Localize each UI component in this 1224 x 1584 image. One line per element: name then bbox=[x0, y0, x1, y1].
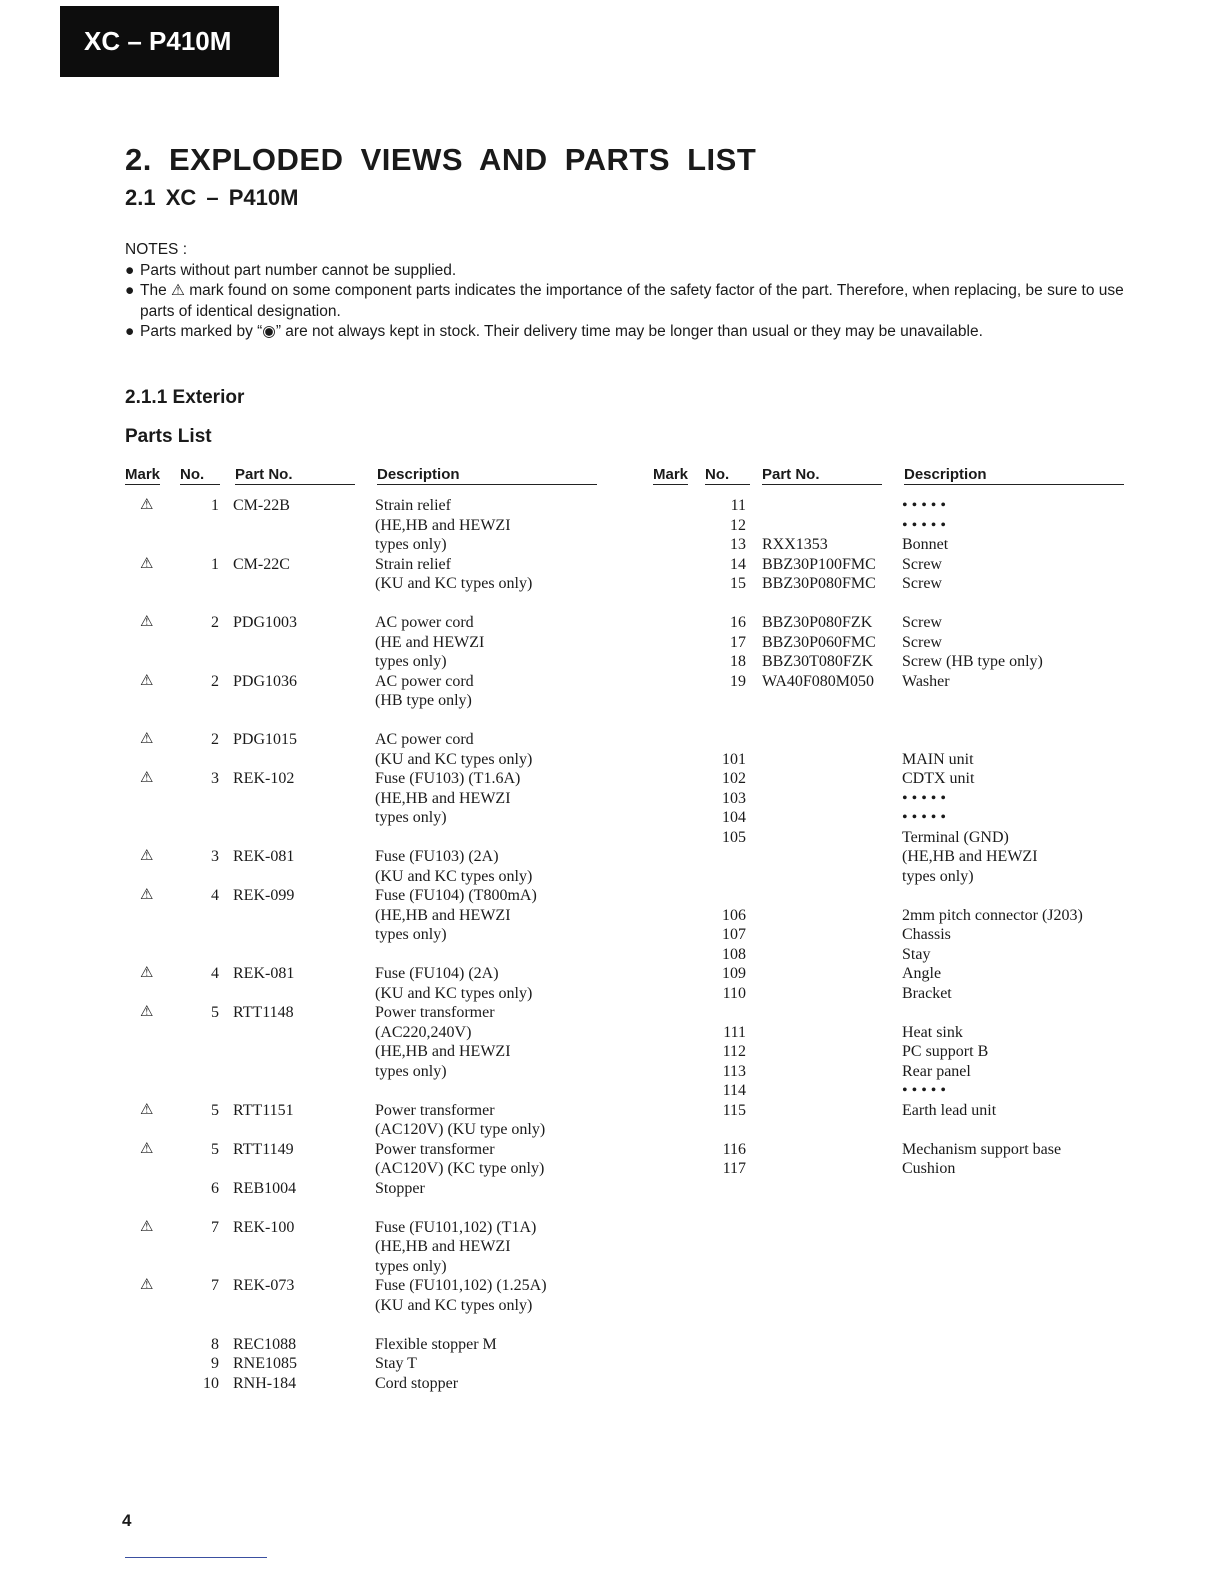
left-parts-table bbox=[125, 496, 600, 1393]
safety-mark-icon: ⚠ bbox=[140, 770, 154, 786]
parts-list-title: Parts List bbox=[125, 426, 212, 447]
part-number: BBZ30P060FMC bbox=[762, 633, 876, 651]
table-row bbox=[653, 1023, 1125, 1043]
table-row bbox=[653, 1159, 1125, 1179]
table-row bbox=[125, 672, 600, 692]
part-description: Screw bbox=[902, 633, 942, 651]
table-row bbox=[653, 574, 1125, 594]
part-index: 15 bbox=[730, 575, 746, 592]
part-index: 105 bbox=[722, 828, 746, 846]
part-description: Stay bbox=[902, 945, 931, 963]
table-row bbox=[653, 867, 1125, 887]
left-column-headers bbox=[125, 466, 600, 486]
table-row bbox=[653, 789, 1125, 809]
part-number: RTT1149 bbox=[233, 1140, 294, 1158]
table-row bbox=[125, 1062, 600, 1082]
part-number: BBZ30P100FMC bbox=[762, 555, 876, 573]
header-no: No. bbox=[705, 466, 750, 485]
part-description: Power transformer bbox=[375, 1004, 495, 1021]
right-parts-table bbox=[653, 496, 1125, 1179]
part-description: types only) bbox=[375, 809, 447, 826]
part-description: Strain relief bbox=[375, 497, 451, 514]
part-index: 116 bbox=[722, 1140, 746, 1158]
part-description: Fuse (FU104) (T800mA) bbox=[375, 887, 537, 904]
part-description: Mechanism support base bbox=[902, 1140, 1062, 1158]
part-description: (AC120V) (KU type only) bbox=[375, 1121, 546, 1138]
table-row bbox=[125, 789, 600, 809]
part-number: CM-22C bbox=[233, 555, 290, 573]
part-index: 110 bbox=[722, 984, 746, 1002]
table-row bbox=[125, 613, 600, 633]
part-index: 3 bbox=[211, 848, 219, 865]
exterior-title: 2.1.1 Exterior bbox=[125, 387, 245, 408]
part-number: REK-081 bbox=[233, 848, 295, 865]
safety-mark-icon: ⚠ bbox=[140, 1277, 154, 1293]
part-number: WA40F080M050 bbox=[762, 672, 875, 690]
table-row bbox=[125, 691, 600, 711]
part-index: 4 bbox=[211, 965, 219, 982]
part-description: 2mm pitch connector (J203) bbox=[902, 906, 1083, 924]
part-index: 117 bbox=[722, 1160, 746, 1177]
part-index: 10 bbox=[203, 1374, 219, 1392]
part-number: REK-081 bbox=[233, 965, 295, 982]
table-row bbox=[125, 1140, 600, 1160]
row-spacer bbox=[125, 945, 600, 965]
table-row bbox=[125, 886, 600, 906]
safety-mark-icon: ⚠ bbox=[140, 731, 154, 747]
row-spacer bbox=[653, 1003, 1125, 1023]
part-description: types only) bbox=[375, 536, 447, 553]
table-row bbox=[653, 1062, 1125, 1082]
part-index: 4 bbox=[211, 887, 219, 904]
part-description: Fuse (FU104) (2A) bbox=[375, 965, 499, 982]
part-index: 5 bbox=[211, 1140, 219, 1158]
row-spacer bbox=[653, 711, 1125, 731]
model-badge: XC – P410M bbox=[60, 6, 279, 77]
part-description: • • • • • bbox=[902, 1082, 947, 1099]
part-index: 114 bbox=[722, 1082, 746, 1099]
part-index: 111 bbox=[723, 1023, 746, 1041]
part-number: REB1004 bbox=[233, 1179, 297, 1197]
safety-mark-icon: ⚠ bbox=[140, 1140, 154, 1157]
part-description: Power transformer bbox=[375, 1101, 495, 1119]
part-number: REK-099 bbox=[233, 887, 295, 904]
part-index: 107 bbox=[722, 926, 746, 943]
note-item bbox=[125, 261, 1135, 282]
safety-mark-icon: ⚠ bbox=[140, 1218, 154, 1235]
table-row bbox=[125, 1120, 600, 1140]
table-row bbox=[125, 1179, 600, 1199]
part-description: Earth lead unit bbox=[902, 1101, 997, 1119]
page-number: 4 bbox=[122, 1511, 132, 1530]
table-row bbox=[653, 964, 1125, 984]
part-index: 14 bbox=[730, 555, 746, 573]
table-row bbox=[125, 496, 600, 516]
part-index: 7 bbox=[211, 1277, 219, 1294]
header-no: No. bbox=[180, 466, 220, 485]
row-spacer bbox=[125, 828, 600, 848]
table-row bbox=[125, 1237, 600, 1257]
part-description: MAIN unit bbox=[902, 750, 974, 768]
part-description: types only) bbox=[375, 653, 447, 670]
table-row bbox=[125, 1003, 600, 1023]
table-row bbox=[125, 1374, 600, 1394]
table-row bbox=[653, 672, 1125, 692]
safety-mark-icon: ⚠ bbox=[140, 555, 154, 572]
table-row bbox=[125, 633, 600, 653]
part-index: 2 bbox=[211, 672, 219, 690]
part-description: Cord stopper bbox=[375, 1374, 459, 1392]
table-row bbox=[653, 555, 1125, 575]
safety-mark-icon: ⚠ bbox=[140, 887, 154, 903]
table-row bbox=[125, 652, 600, 672]
part-description: Washer bbox=[902, 672, 950, 690]
part-description: (HE,HB and HEWZI bbox=[375, 1238, 511, 1255]
part-description: Stopper bbox=[375, 1179, 425, 1197]
table-row bbox=[125, 730, 600, 750]
part-description: Fuse (FU103) (T1.6A) bbox=[375, 770, 521, 787]
safety-mark-icon: ⚠ bbox=[140, 1004, 154, 1020]
table-row bbox=[125, 574, 600, 594]
part-number: RTT1148 bbox=[233, 1004, 294, 1021]
part-description: (KU and KC types only) bbox=[375, 1296, 533, 1314]
note-text: The ⚠ mark found on some component parts indicates the importance of the safety factor of the part. Therefore, when replacing, be sure to use parts of identical designation. bbox=[140, 282, 1124, 320]
part-index: 17 bbox=[730, 633, 746, 651]
row-spacer bbox=[653, 691, 1125, 711]
bullet-icon: ● bbox=[125, 323, 135, 340]
table-row bbox=[653, 750, 1125, 770]
part-index: 103 bbox=[722, 789, 746, 807]
part-description: (AC220,240V) bbox=[375, 1023, 472, 1041]
part-index: 1 bbox=[211, 555, 219, 573]
part-description: Terminal (GND) bbox=[902, 828, 1009, 846]
row-spacer bbox=[125, 1198, 600, 1218]
part-number: PDG1015 bbox=[233, 731, 298, 748]
part-number: RNH-184 bbox=[233, 1374, 297, 1392]
part-index: 12 bbox=[730, 516, 746, 534]
part-index: 1 bbox=[211, 497, 219, 514]
table-row bbox=[125, 535, 600, 555]
note-text: Parts without part number cannot be supplied. bbox=[140, 261, 457, 279]
part-description: (KU and KC types only) bbox=[375, 984, 533, 1002]
table-row bbox=[125, 1023, 600, 1043]
part-index: 11 bbox=[730, 497, 746, 514]
part-description: Angle bbox=[902, 965, 942, 982]
part-index: 104 bbox=[722, 809, 746, 826]
part-description: (HE,HB and HEWZI bbox=[375, 906, 511, 924]
notes-label: NOTES : bbox=[125, 241, 188, 258]
section-title: 2. EXPLODED VIEWS AND PARTS LIST bbox=[125, 142, 757, 177]
part-description: Screw bbox=[902, 614, 942, 631]
notes-block bbox=[125, 240, 1135, 343]
row-spacer bbox=[653, 594, 1125, 614]
table-row bbox=[653, 652, 1125, 672]
table-row bbox=[653, 828, 1125, 848]
part-description: (KU and KC types only) bbox=[375, 750, 533, 768]
table-row bbox=[653, 906, 1125, 926]
header-description: Description bbox=[904, 466, 1124, 485]
part-description: CDTX unit bbox=[902, 770, 975, 787]
table-row bbox=[125, 1354, 600, 1374]
table-row bbox=[653, 945, 1125, 965]
note-item bbox=[125, 322, 1135, 343]
bullet-icon: ● bbox=[125, 261, 135, 279]
row-spacer bbox=[653, 1120, 1125, 1140]
part-index: 6 bbox=[211, 1179, 219, 1197]
footer-rule bbox=[125, 1557, 267, 1558]
part-description: Stay T bbox=[375, 1355, 417, 1372]
part-description: Flexible stopper M bbox=[375, 1335, 497, 1353]
header-description: Description bbox=[377, 466, 597, 485]
part-index: 5 bbox=[211, 1101, 219, 1119]
part-number: BBZ30P080FMC bbox=[762, 575, 876, 592]
part-description: • • • • • bbox=[902, 516, 947, 534]
table-row bbox=[125, 769, 600, 789]
header-mark: Mark bbox=[653, 466, 689, 483]
row-spacer bbox=[125, 711, 600, 731]
part-description: Fuse (FU101,102) (T1A) bbox=[375, 1218, 537, 1236]
part-description: (HB type only) bbox=[375, 692, 472, 709]
part-description: AC power cord bbox=[375, 672, 474, 690]
header-mark: Mark bbox=[125, 466, 161, 483]
part-index: 112 bbox=[722, 1043, 746, 1060]
row-spacer bbox=[125, 594, 600, 614]
table-row bbox=[125, 906, 600, 926]
part-description: PC support B bbox=[902, 1043, 989, 1060]
table-row bbox=[125, 1296, 600, 1316]
table-row bbox=[653, 1101, 1125, 1121]
table-row bbox=[653, 925, 1125, 945]
table-row bbox=[653, 633, 1125, 653]
right-column-headers bbox=[653, 466, 1125, 486]
table-row bbox=[125, 516, 600, 536]
part-index: 9 bbox=[211, 1355, 219, 1372]
part-index: 2 bbox=[211, 614, 219, 631]
part-index: 106 bbox=[722, 906, 746, 924]
table-row bbox=[125, 808, 600, 828]
part-description: Screw bbox=[902, 555, 942, 573]
part-description: (HE,HB and HEWZI bbox=[375, 789, 511, 807]
table-row bbox=[653, 1081, 1125, 1101]
part-index: 16 bbox=[730, 614, 746, 631]
part-index: 101 bbox=[722, 750, 746, 768]
part-index: 113 bbox=[722, 1062, 746, 1080]
table-row bbox=[125, 867, 600, 887]
part-description: (KU and KC types only) bbox=[375, 867, 533, 885]
row-spacer bbox=[125, 1081, 600, 1101]
bullet-icon: ● bbox=[125, 282, 135, 299]
part-description: types only) bbox=[902, 867, 974, 885]
part-description: (HE,HB and HEWZI bbox=[375, 1043, 511, 1060]
table-row bbox=[125, 1276, 600, 1296]
part-description: Strain relief bbox=[375, 555, 451, 573]
part-index: 115 bbox=[722, 1101, 746, 1119]
table-row bbox=[125, 1257, 600, 1277]
part-index: 13 bbox=[730, 536, 746, 553]
part-number: BBZ30T080FZK bbox=[762, 653, 874, 670]
table-row bbox=[653, 613, 1125, 633]
safety-mark-icon: ⚠ bbox=[140, 672, 154, 689]
table-row bbox=[653, 1140, 1125, 1160]
table-row bbox=[653, 984, 1125, 1004]
part-number: REK-100 bbox=[233, 1218, 295, 1236]
part-description: AC power cord bbox=[375, 614, 474, 631]
row-spacer bbox=[653, 886, 1125, 906]
part-description: Fuse (FU103) (2A) bbox=[375, 848, 499, 865]
table-row bbox=[125, 1335, 600, 1355]
part-description: Power transformer bbox=[375, 1140, 495, 1158]
safety-mark-icon: ⚠ bbox=[140, 497, 154, 513]
table-row bbox=[125, 750, 600, 770]
table-row bbox=[653, 808, 1125, 828]
note-item bbox=[125, 281, 1135, 322]
table-row bbox=[125, 1159, 600, 1179]
part-description: Bonnet bbox=[902, 536, 949, 553]
part-description: Heat sink bbox=[902, 1023, 963, 1041]
row-spacer bbox=[125, 1315, 600, 1335]
part-description: AC power cord bbox=[375, 731, 474, 748]
table-row bbox=[125, 964, 600, 984]
part-index: 3 bbox=[211, 770, 219, 787]
table-row bbox=[653, 516, 1125, 536]
part-index: 18 bbox=[730, 653, 746, 670]
subsection-title: 2.1 XC – P410M bbox=[125, 185, 299, 210]
table-row bbox=[653, 535, 1125, 555]
header-part-no: Part No. bbox=[762, 466, 882, 485]
part-description: types only) bbox=[375, 1257, 447, 1275]
row-spacer bbox=[653, 730, 1125, 750]
table-row bbox=[125, 1042, 600, 1062]
part-number: PDG1003 bbox=[233, 614, 298, 631]
part-index: 8 bbox=[211, 1335, 219, 1353]
part-index: 2 bbox=[211, 731, 219, 748]
part-index: 5 bbox=[211, 1004, 219, 1021]
part-description: types only) bbox=[375, 1062, 447, 1080]
table-row bbox=[125, 847, 600, 867]
part-number: RTT1151 bbox=[233, 1101, 294, 1119]
part-number: PDG1036 bbox=[233, 672, 298, 690]
part-number: REK-102 bbox=[233, 770, 295, 787]
table-row bbox=[653, 769, 1125, 789]
safety-mark-icon: ⚠ bbox=[140, 848, 154, 864]
part-description: • • • • • bbox=[902, 789, 947, 807]
table-row bbox=[125, 555, 600, 575]
part-number: RNE1085 bbox=[233, 1355, 297, 1372]
part-index: 7 bbox=[211, 1218, 219, 1236]
part-description: (HE,HB and HEWZI bbox=[902, 848, 1038, 865]
header-part-no: Part No. bbox=[235, 466, 355, 485]
table-row bbox=[653, 847, 1125, 867]
table-row bbox=[125, 1218, 600, 1238]
part-description: (KU and KC types only) bbox=[375, 575, 533, 592]
part-description: Fuse (FU101,102) (1.25A) bbox=[375, 1277, 547, 1294]
part-index: 102 bbox=[722, 770, 746, 787]
table-row bbox=[653, 1042, 1125, 1062]
safety-mark-icon: ⚠ bbox=[140, 965, 154, 981]
part-description: • • • • • bbox=[902, 809, 947, 826]
part-description: Rear panel bbox=[902, 1062, 971, 1080]
part-description: types only) bbox=[375, 926, 447, 943]
table-row bbox=[653, 496, 1125, 516]
part-description: • • • • • bbox=[902, 497, 947, 514]
part-description: Screw (HB type only) bbox=[902, 653, 1043, 670]
part-description: Cushion bbox=[902, 1160, 956, 1177]
part-index: 108 bbox=[722, 945, 746, 963]
part-number: REK-073 bbox=[233, 1277, 295, 1294]
part-description: (HE,HB and HEWZI bbox=[375, 516, 511, 534]
table-row bbox=[125, 925, 600, 945]
part-description: (AC120V) (KC type only) bbox=[375, 1160, 545, 1177]
part-description: (HE and HEWZI bbox=[375, 633, 485, 651]
part-description: Bracket bbox=[902, 984, 952, 1002]
part-number: BBZ30P080FZK bbox=[762, 614, 873, 631]
safety-mark-icon: ⚠ bbox=[140, 1101, 154, 1118]
part-number: CM-22B bbox=[233, 497, 290, 514]
part-number: REC1088 bbox=[233, 1335, 297, 1353]
part-index: 109 bbox=[722, 965, 746, 982]
table-row bbox=[125, 1101, 600, 1121]
part-description: Chassis bbox=[902, 926, 951, 943]
part-number: RXX1353 bbox=[762, 536, 828, 553]
part-index: 19 bbox=[730, 672, 746, 690]
table-row bbox=[125, 984, 600, 1004]
note-text: Parts marked by “◉” are not always kept in stock. Their delivery time may be longer than usual or they may be unavailable. bbox=[140, 323, 983, 340]
part-description: Screw bbox=[902, 575, 942, 592]
safety-mark-icon: ⚠ bbox=[140, 614, 154, 630]
